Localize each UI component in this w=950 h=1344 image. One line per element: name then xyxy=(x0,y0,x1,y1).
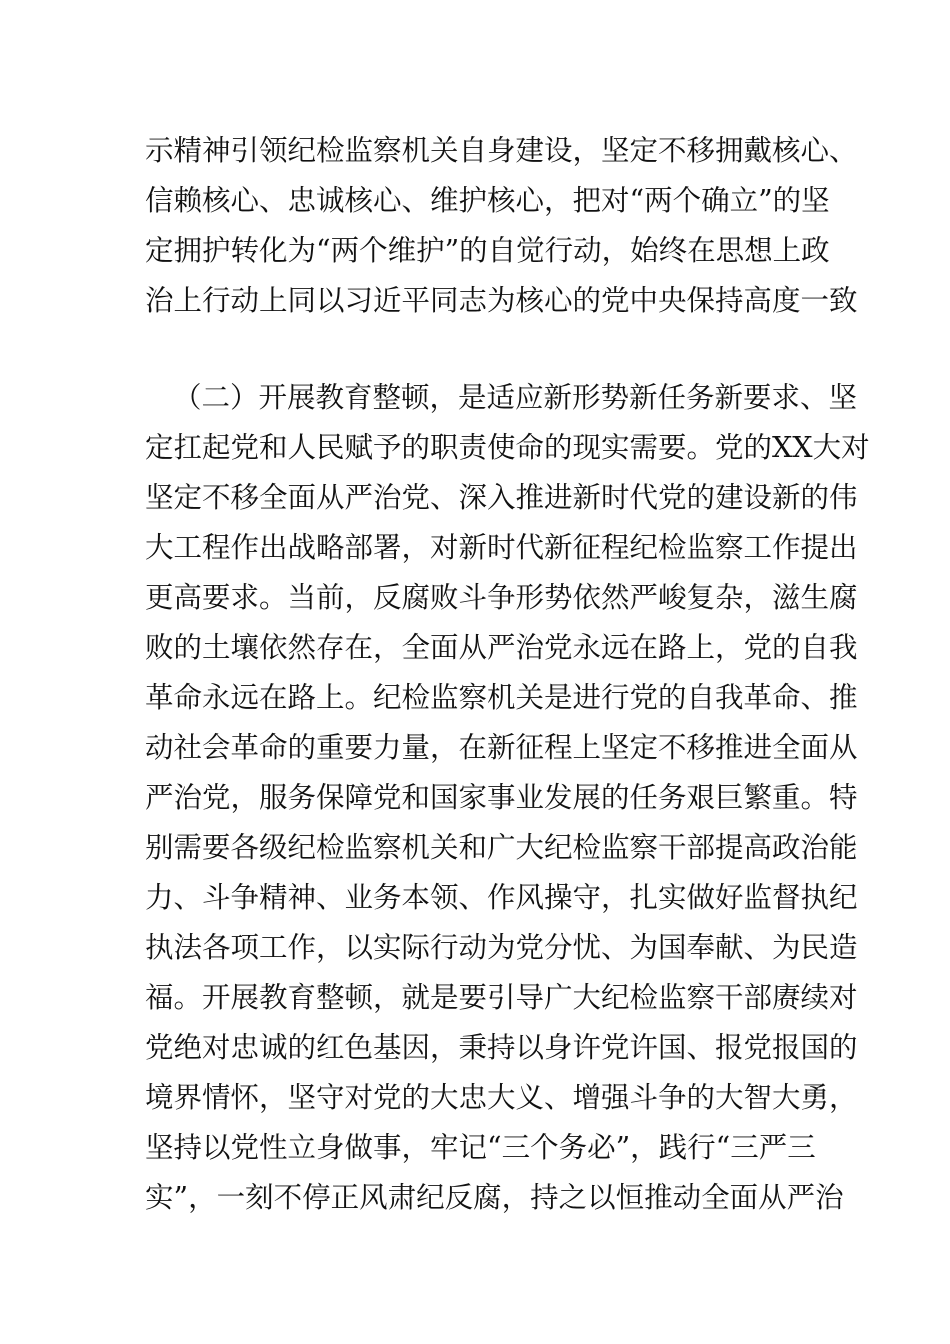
text-line: 定拥护转化为“两个维护”的自觉行动，始终在思想上政 xyxy=(145,234,830,267)
text-line: 坚定不移全面从严治党、深入推进新时代党的建设新的伟 xyxy=(145,481,858,514)
text-line: 严治党，服务保障党和国家事业发展的任务艰巨繁重。特 xyxy=(145,781,858,814)
text-line: 福。开展教育整顿，就是要引导广大纪检监察干部赓续对 xyxy=(145,981,858,1014)
text-line: 治上行动上同以习近平同志为核心的党中央保持高度一致 xyxy=(145,284,858,317)
text-line: 更高要求。当前，反腐败斗争形势依然严峻复杂，滋生腐 xyxy=(145,581,858,614)
text-line: 别需要各级纪检监察机关和广大纪检监察干部提高政治能 xyxy=(145,831,858,864)
text-line: 实”，一刻不停正风肃纪反腐，持之以恒推动全面从严治 xyxy=(145,1181,844,1214)
text-line: 大工程作出战略部署，对新时代新征程纪检监察工作提出 xyxy=(145,531,858,564)
text-line: 力、斗争精神、业务本领、作风操守，扎实做好监督执纪 xyxy=(145,881,858,914)
text-line: 执法各项工作，以实际行动为党分忧、为国奉献、为民造 xyxy=(145,931,858,964)
text-line: 党绝对忠诚的红色基因，秉持以身许党许国、报党报国的 xyxy=(145,1031,858,1064)
text-line: 示精神引领纪检监察机关自身建设，坚定不移拥戴核心、 xyxy=(145,134,858,167)
text-line: 败的土壤依然存在，全面从严治党永远在路上，党的自我 xyxy=(145,631,858,664)
text-line: 动社会革命的重要力量，在新征程上坚定不移推进全面从 xyxy=(145,731,858,764)
text-line: （二）开展教育整顿，是适应新形势新任务新要求、坚 xyxy=(173,381,858,414)
text-line: 信赖核心、忠诚核心、维护核心，把对“两个确立”的坚 xyxy=(145,184,830,217)
text-line: 定扛起党和人民赋予的职责使命的现实需要。党的XX大对 xyxy=(145,431,870,464)
text-line: 境界情怀，坚守对党的大忠大义、增强斗争的大智大勇， xyxy=(145,1081,858,1114)
text-line: 坚持以党性立身做事，牢记“三个务必”，践行“三严三 xyxy=(145,1131,816,1164)
text-line: 革命永远在路上。纪检监察机关是进行党的自我革命、推 xyxy=(145,681,858,714)
